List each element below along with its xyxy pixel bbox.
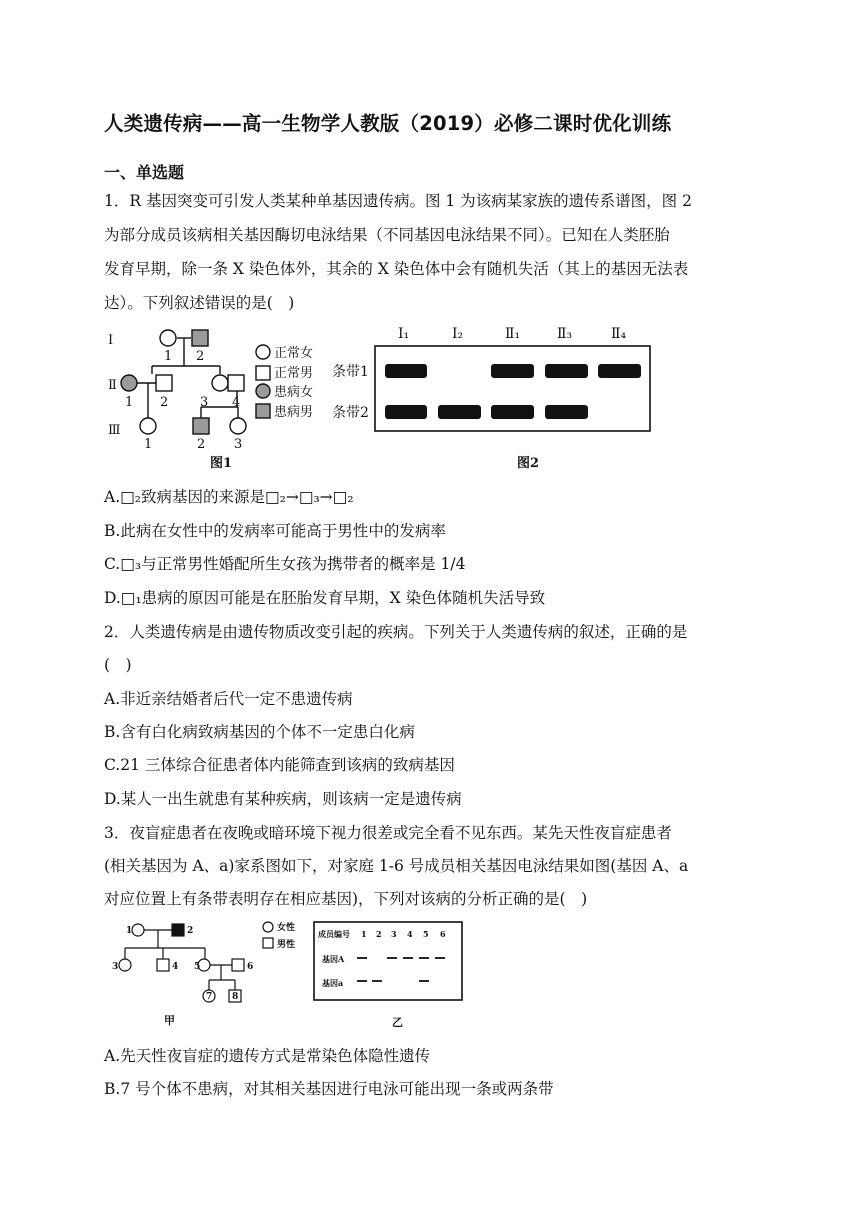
row-label: 基因a	[322, 978, 344, 988]
individual-number: 1	[164, 349, 173, 364]
q1-stem-line: 1．R 基因突变可引发人类某种单基因遗传病。图 1 为该病某家族的遗传系谱图，图 2	[104, 192, 692, 210]
pedigree-I1-normal-female	[160, 330, 176, 346]
band-I1-row1	[385, 364, 427, 378]
legend-normal-female-icon	[256, 345, 270, 359]
jia-6-male	[232, 959, 244, 971]
column-number: 6	[440, 929, 446, 939]
figure-caption: 图1	[210, 456, 233, 471]
q2-option-a: A.非近亲结婚者后代一定不患遗传病	[104, 690, 353, 708]
individual-number: 4	[232, 395, 241, 410]
legend-label: 正常男	[274, 366, 314, 381]
q3-option-a: A.先天性夜盲症的遗传方式是常染色体隐性遗传	[104, 1047, 431, 1065]
electrophoresis-figure-2	[330, 320, 660, 472]
q1-option-b: B.此病在女性中的发病率可能高于男性中的发病率	[104, 522, 446, 540]
q2-stem-line: ( )	[104, 656, 132, 674]
column-number: 5	[423, 929, 429, 939]
column-number: 3	[391, 929, 397, 939]
row-label: 条带2	[332, 405, 369, 421]
q2-option-c: C.21 三体综合征患者体内能筛查到该病的致病基因	[104, 756, 455, 774]
q3-stem-line: 对应位置上有条带表明存在相应基因)，下列对该病的分析正确的是( )	[104, 890, 588, 908]
row-label: 基因A	[322, 954, 345, 964]
band-II3-row2	[545, 405, 588, 419]
band-II1-row1	[491, 364, 534, 378]
pedigree-III2-affected-male	[193, 418, 209, 434]
electrophoresis-figure-yi	[312, 920, 472, 1030]
legend-label: 正常女	[274, 346, 314, 361]
q1-stem-line: 发育早期，除一条 X 染色体外，其余的 X 染色体中会有随机失活（其上的基因无法表	[104, 260, 689, 278]
legend-normal-male-icon	[256, 366, 270, 380]
band-I1-row2	[385, 405, 427, 419]
legend-male-icon	[263, 938, 273, 948]
band-II3-row1	[545, 364, 588, 378]
legend-label: 患病女	[274, 385, 314, 400]
column-number: 2	[376, 929, 382, 939]
pedigree-figure-jia	[108, 918, 308, 1030]
individual-number: 3	[112, 962, 119, 972]
q2-stem-line: 2．人类遗传病是由遗传物质改变引起的疾病。下列关于人类遗传病的叙述，正确的是	[104, 623, 688, 641]
figure-caption: 图2	[517, 456, 540, 471]
q1-option-d: D.□₁患病的原因可能是在胚胎发育早期，X 染色体随机失活导致	[104, 589, 546, 607]
q1-stem-line: 为部分成员该病相关基因酶切电泳结果（不同基因电泳结果不同）。已知在人类胚胎	[104, 226, 670, 244]
pedigree-figure-1	[104, 322, 334, 472]
column-header: Ⅱ₁	[505, 326, 521, 342]
q3-option-b: B.7 号个体不患病，对其相关基因进行电泳可能出现一条或两条带	[104, 1080, 554, 1098]
column-header: Ⅱ₃	[557, 326, 573, 342]
individual-number: 6	[247, 962, 254, 972]
legend-female-icon	[263, 922, 273, 932]
individual-number: 5	[194, 962, 201, 972]
column-header: Ⅰ₁	[398, 326, 410, 342]
individual-number: 1	[126, 926, 133, 936]
column-number: 1	[361, 929, 367, 939]
jia-4-male	[157, 959, 169, 971]
pedigree-III3-normal-female	[230, 418, 246, 434]
individual-number: 8	[232, 992, 239, 1002]
band-II1-row2	[491, 405, 534, 419]
individual-number: 4	[172, 962, 179, 972]
pedigree-II4-normal-male	[228, 375, 244, 391]
q2-option-d: D.某人一出生就患有某种疾病，则该病一定是遗传病	[104, 790, 462, 808]
individual-number: 2	[187, 926, 194, 936]
pedigree-II3-normal-female	[212, 375, 228, 391]
pedigree-II1-affected-female	[121, 375, 137, 391]
individual-number: 3	[200, 395, 209, 410]
column-header: Ⅰ₂	[452, 326, 464, 342]
q1-option-c: C.□₃与正常男性婚配所生女孩为携带者的概率是 1/4	[104, 555, 466, 573]
pedigree-I2-affected-male	[192, 330, 208, 346]
individual-number: 1	[144, 437, 153, 452]
legend-label: 患病男	[274, 405, 314, 420]
figure-caption: 乙	[392, 1016, 403, 1029]
legend-affected-female-icon	[256, 384, 270, 398]
band-I2-row2	[438, 405, 481, 419]
generation-label: Ⅱ	[108, 378, 117, 393]
figure-caption: 甲	[164, 1014, 175, 1027]
individual-number: 7	[206, 992, 213, 1002]
page-title: 人类遗传病——高一生物学人教版（2019）必修二课时优化训练	[104, 112, 672, 135]
individual-number: 2	[197, 437, 206, 452]
column-number: 4	[407, 929, 413, 939]
row-label: 条带1	[332, 364, 369, 380]
generation-label: Ⅰ	[108, 333, 114, 348]
q3-stem-line: (相关基因为 A、a)家系图如下，对家庭 1-6 号成员相关基因电泳结果如图(基因 A、a	[104, 857, 689, 875]
jia-1-female	[132, 924, 144, 936]
individual-number: 2	[160, 395, 169, 410]
pedigree-III1-normal-female	[140, 418, 156, 434]
legend-label: 女性	[277, 923, 296, 933]
jia-2-affected-male	[172, 924, 184, 936]
section-heading: 一、单选题	[104, 163, 185, 182]
column-header: Ⅱ₄	[611, 326, 627, 342]
q3-stem-line: 3．夜盲症患者在夜晚或暗环境下视力很差或完全看不见东西。某先天性夜盲症患者	[104, 824, 672, 842]
individual-number: 1	[125, 395, 134, 410]
generation-label: Ⅲ	[108, 423, 121, 438]
q1-option-a: A.□₂致病基因的来源是□₂→□₃→□₂	[104, 488, 354, 506]
jia-3-female	[119, 959, 131, 971]
pedigree-II2-normal-male	[156, 375, 172, 391]
legend-affected-male-icon	[256, 404, 270, 418]
individual-number: 2	[196, 349, 205, 364]
q2-option-b: B.含有白化病致病基因的个体不一定患白化病	[104, 723, 415, 741]
q1-stem-line: 达）。下列叙述错误的是( )	[104, 294, 295, 312]
individual-number: 3	[234, 437, 243, 452]
band-II4-row1	[598, 364, 641, 378]
legend-label: 男性	[277, 940, 296, 950]
column-header-label: 成员编号	[318, 929, 350, 939]
